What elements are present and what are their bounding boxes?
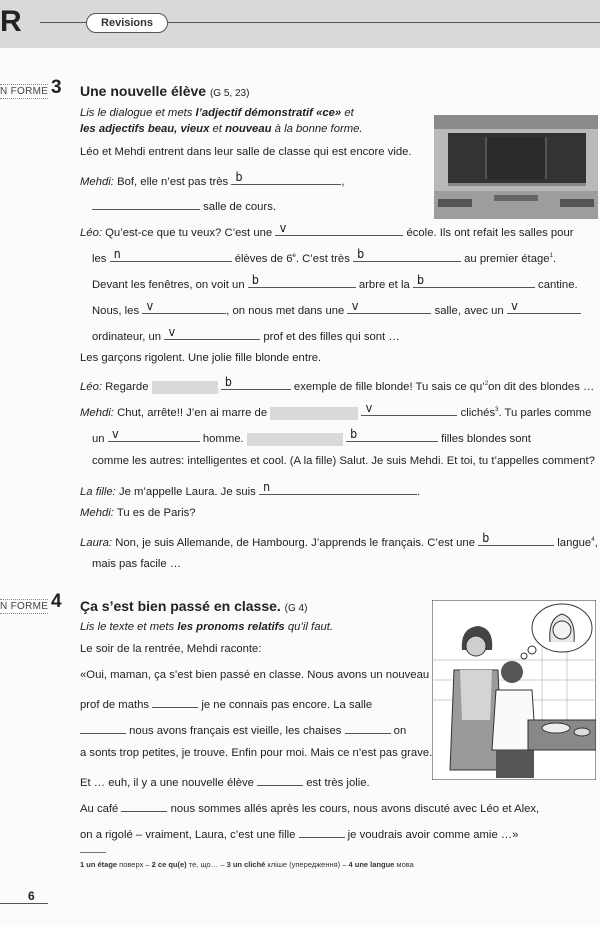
answer-blank[interactable] bbox=[152, 695, 198, 708]
answer-blank[interactable] bbox=[299, 825, 345, 838]
kitchen-illustration bbox=[432, 600, 596, 780]
ex3-line-2: salle de cours. bbox=[92, 197, 276, 213]
answer-blank[interactable]: n bbox=[110, 249, 232, 262]
ex3-instruction-2: les adjectifs beau, vieux et nouveau à la bonne forme. bbox=[80, 123, 363, 135]
ex3-line-5: Devant les fenêtres, on voit un b arbre et la b cantine. bbox=[92, 273, 578, 291]
answer-blank[interactable] bbox=[121, 799, 167, 812]
answer-blank[interactable]: b bbox=[248, 275, 356, 288]
ex3-title bbox=[80, 83, 249, 99]
ex4-title bbox=[80, 598, 307, 614]
ex3-line-15: Laura: Non, je suis Allemande, de Hambourg. J’apprends le français. C’est une b langue$^4$, bbox=[80, 531, 598, 549]
answer-blank[interactable] bbox=[345, 721, 391, 734]
ex3-instruction-1: Lis le dialogue et mets l’adjectif démonstratif «ce» et bbox=[80, 107, 354, 119]
answer-blank[interactable]: v bbox=[275, 223, 403, 236]
shaded-blank[interactable] bbox=[152, 381, 218, 394]
ex3-line-16: mais pas facile … bbox=[92, 558, 182, 570]
ex3-number: 3 bbox=[51, 77, 62, 98]
answer-blank[interactable]: v bbox=[142, 301, 226, 314]
ex3-line-4: les n élèves de 6e. C’est très b au premier étage$^1$. bbox=[92, 247, 557, 265]
page-number-rule bbox=[0, 903, 48, 904]
ex4-side-label: N FORME bbox=[0, 601, 49, 612]
answer-blank[interactable]: b bbox=[353, 249, 461, 262]
answer-blank[interactable]: b bbox=[413, 275, 535, 288]
ex3-line-8: Les garçons rigolent. Une jolie fille blonde entre. bbox=[80, 352, 322, 364]
ex3-line-9: Léo: Regarde b exemple de fille blonde! Tu sais ce qu’$^2$on dit des blondes … bbox=[80, 375, 595, 393]
ex3-intro: Léo et Mehdi entrent dans leur salle de classe qui est encore vide. bbox=[80, 146, 412, 158]
answer-blank[interactable]: b bbox=[478, 533, 554, 546]
footnote: 1 un étage поверх – 2 ce qu(e) те, що… – 3 un cliché кліше (упередження) – 4 une langue мова bbox=[80, 860, 414, 869]
shaded-blank[interactable] bbox=[270, 407, 358, 420]
classroom-image bbox=[434, 115, 598, 219]
ex4-line-3: prof de maths je ne connais pas encore. La salle bbox=[80, 695, 372, 711]
answer-blank[interactable]: v bbox=[361, 403, 457, 416]
ex3-line-14: Mehdi: Tu es de Paris? bbox=[80, 507, 196, 519]
answer-blank[interactable]: v bbox=[108, 429, 200, 442]
ex3-side-label: N FORME bbox=[0, 86, 49, 97]
ex4-title-text: Ça s’est bien passé en classe. bbox=[80, 598, 281, 614]
section-letter: R bbox=[0, 5, 22, 38]
ex4-instruction: Lis le texte et mets les pronoms relatifs qu’il faut. bbox=[80, 621, 334, 633]
ex4-line-1: Le soir de la rentrée, Mehdi raconte: bbox=[80, 643, 262, 655]
ex3-line-1: Mehdi: Bof, elle n’est pas très b , bbox=[80, 170, 345, 188]
ex3-line-12: comme les autres: intelligentes et cool. (A la fille) Salut. Je suis Mehdi. Et toi, tu t’appelles comment? bbox=[92, 455, 595, 467]
ex4-line-8: on a rigolé – vraiment, Laura, c’est une fille je voudrais avoir comme amie …» bbox=[80, 825, 518, 841]
footnote-rule bbox=[80, 852, 106, 853]
answer-blank[interactable]: b bbox=[346, 429, 438, 442]
ex3-line-11: un v homme. b filles blondes sont bbox=[92, 427, 531, 445]
revisions-tab: Revisions bbox=[86, 13, 168, 33]
ex4-grammar-ref: (G 4) bbox=[284, 603, 308, 614]
answer-blank[interactable] bbox=[92, 197, 200, 210]
ex4-line-4: nous avons français est vieille, les chaises on bbox=[80, 721, 406, 737]
answer-blank[interactable] bbox=[257, 773, 303, 786]
answer-blank[interactable]: v bbox=[347, 301, 431, 314]
ex3-line-7: ordinateur, un v prof et des filles qui sont … bbox=[92, 325, 400, 343]
shaded-blank[interactable] bbox=[247, 433, 343, 446]
ex3-line-6: Nous, les v , on nous met dans une v salle, avec un v bbox=[92, 301, 581, 317]
ex3-line-10: Mehdi: Chut, arrête!! J’en ai marre de v clichés$^3$. Tu parles comme bbox=[80, 401, 592, 419]
page-number: 6 bbox=[28, 889, 35, 903]
ex4-line-2: «Oui, maman, ça s’est bien passé en classe. Nous avons un nouveau bbox=[80, 669, 430, 681]
ex4-number: 4 bbox=[51, 591, 62, 612]
ex3-line-3: Léo: Qu’est-ce que tu veux? C’est une v école. Ils ont refait les salles pour bbox=[80, 221, 574, 239]
answer-blank[interactable]: n bbox=[259, 482, 417, 495]
answer-blank[interactable]: b bbox=[231, 172, 341, 185]
answer-blank[interactable]: b bbox=[221, 377, 291, 390]
ex3-line-13: La fille: Je m’appelle Laura. Je suis n . bbox=[80, 480, 421, 498]
answer-blank[interactable]: v bbox=[507, 301, 581, 314]
answer-blank[interactable] bbox=[80, 721, 126, 734]
ex3-title-text: Une nouvelle élève bbox=[80, 83, 207, 99]
ex4-line-5: a sonts trop petites, je trouve. Enfin pour moi. Mais ce n’est pas grave. bbox=[80, 747, 433, 759]
ex3-grammar-ref: (G 5, 23) bbox=[209, 88, 250, 99]
ex4-line-6: Et … euh, il y a une nouvelle élève est très jolie. bbox=[80, 773, 370, 789]
answer-blank[interactable]: v bbox=[164, 327, 260, 340]
ex4-line-7: Au café nous sommes allés après les cours, nous avons discuté avec Léo et Alex, bbox=[80, 799, 539, 815]
